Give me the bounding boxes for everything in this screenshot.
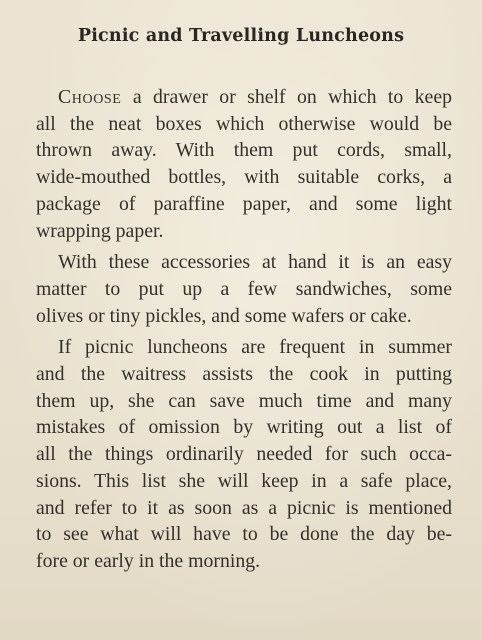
- text-line: package of paraffine paper, and some light: [36, 192, 452, 215]
- text-line: them up, she can save much time and many: [36, 389, 452, 412]
- text-line: and refer to it as soon as a picnic is mentioned: [36, 496, 452, 519]
- text-line: wide-mouthed bottles, with suitable corks, a: [36, 166, 452, 189]
- text-line: to see what will have to be done the day be-: [36, 523, 452, 546]
- page-heading: Picnic and Travelling Luncheons: [77, 26, 405, 46]
- text-line: wrapping paper.: [36, 219, 164, 242]
- text-line: matter to put up a few sandwiches, some: [36, 277, 452, 300]
- text-line: sions. This list she will keep in a safe place,: [36, 469, 452, 492]
- paragraph-1: [36, 84, 452, 244]
- text-line: Choose a drawer or shelf on which to keep: [58, 86, 452, 108]
- body-text: [36, 84, 452, 575]
- text-line: all the neat boxes which otherwise would be: [36, 112, 452, 135]
- text-line: mistakes of omission by writing out a list of: [36, 416, 452, 439]
- text-line: fore or early in the morning.: [36, 549, 261, 572]
- paragraph-3: [36, 334, 452, 574]
- text-line: olives or tiny pickles, and some wafers or cake.: [36, 304, 412, 327]
- text-line: With these accessories at hand it is an easy: [58, 251, 452, 274]
- text-line: and the waitress assists the cook in putting: [36, 363, 452, 386]
- text-line: If picnic luncheons are frequent in summer: [58, 336, 452, 359]
- text-line: thrown away. With them put cords, small,: [36, 139, 452, 162]
- drop-word: Choose: [58, 86, 122, 108]
- text-line: all the things ordinarily needed for such occa-: [36, 443, 452, 466]
- paragraph-2: [36, 249, 452, 329]
